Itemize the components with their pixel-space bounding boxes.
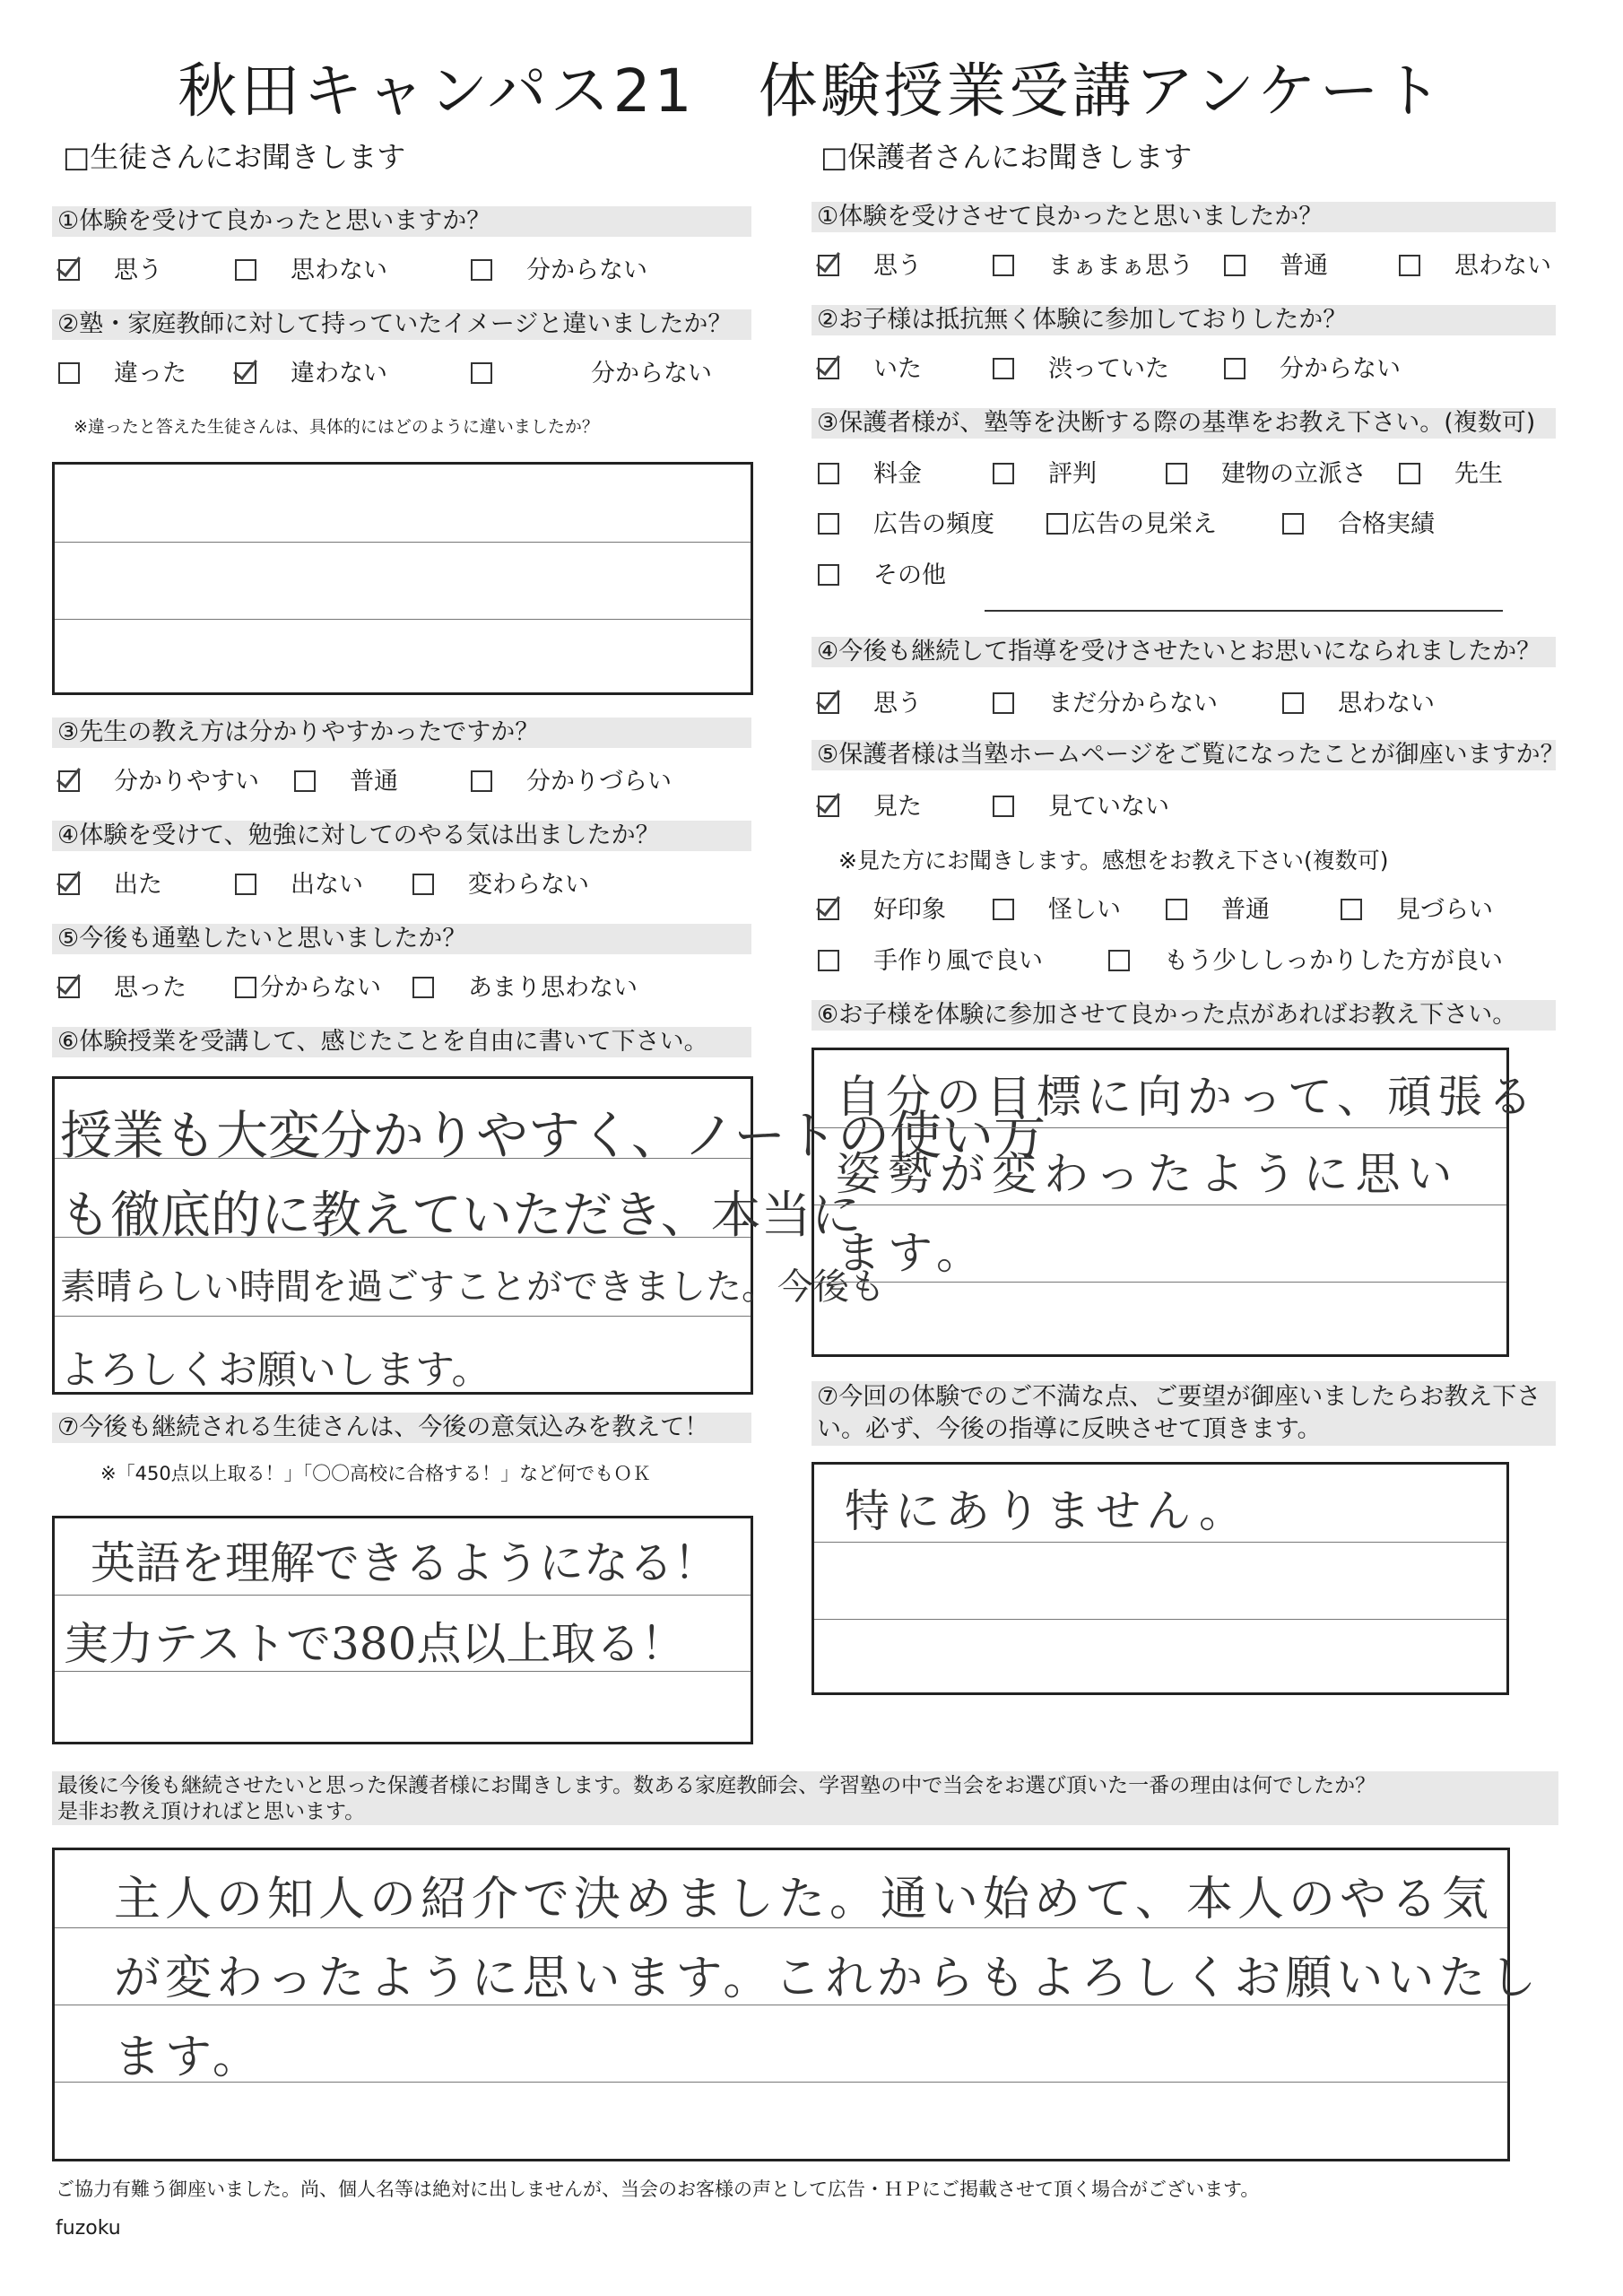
checkbox[interactable] xyxy=(818,255,839,276)
student-q5: ⑤今後も通塾したいと思いましたか？ xyxy=(52,924,751,954)
parent-q3: ③保護者様が、塾等を決断する際の基準をお教え下さい。(複数可) xyxy=(812,408,1556,439)
checkbox[interactable] xyxy=(471,362,492,384)
parent-q5-imp1: 好印象 xyxy=(818,895,946,926)
student-q3-opt1: 分かりやすい xyxy=(58,767,259,797)
student-q4-opt1: 出た xyxy=(58,870,162,900)
parent-q5: ⑤保護者様は当塾ホームページをご覧になったことが御座いますか？ xyxy=(812,740,1556,770)
student-q1: ①体験を受けて良かったと思いますか？ xyxy=(52,206,751,237)
student-q2: ②塾・家庭教師に対して持っていたイメージと違いましたか？ xyxy=(52,309,751,340)
parent-q4-opt2: まだ分からない xyxy=(993,689,1218,719)
parent-q5-note: ※見た方にお聞きします。感想をお教え下さい(複数可) xyxy=(838,848,1389,874)
student-q3-opt3: 分かりづらい xyxy=(471,767,672,797)
footer-tag: fuzoku xyxy=(56,2217,121,2239)
checkbox[interactable] xyxy=(412,874,434,895)
checkbox[interactable] xyxy=(993,899,1014,920)
student-q5-opt3: あまり思わない xyxy=(412,973,638,1004)
parent-q4-opt3: 思わない xyxy=(1282,689,1435,719)
student-q4-opt3: 変わらない xyxy=(412,870,589,900)
handwritten-line: ます。 xyxy=(114,2031,264,2084)
student-q2-answer-box[interactable] xyxy=(52,462,753,695)
checkbox[interactable] xyxy=(1399,255,1420,276)
checkbox[interactable] xyxy=(1224,358,1245,379)
parent-q6: ⑥お子様を体験に参加させて良かった点があればお教え下さい。 xyxy=(812,1000,1556,1031)
student-q3: ③先生の教え方は分かりやすかったですか？ xyxy=(52,718,751,748)
checkbox[interactable] xyxy=(818,692,839,714)
footer-note: ご協力有難う御座いました。尚、個人名等は絶対に出しませんが、当会のお客様の声として広告・ＨＰにご掲載させて頂く場合がございます。 xyxy=(56,2179,1260,2200)
checkbox[interactable] xyxy=(993,796,1014,817)
parent-q5-imp5: 手作り風で良い xyxy=(818,946,1043,977)
parent-q5-opt2: 見ていない xyxy=(993,792,1169,822)
student-q4: ④体験を受けて、勉強に対してのやる気は出ましたか？ xyxy=(52,821,751,851)
student-q7-answer-box[interactable] xyxy=(52,1516,753,1744)
checkbox[interactable] xyxy=(993,463,1014,484)
handwritten-line: よろしくお願いします。 xyxy=(60,1347,491,1393)
checkbox[interactable] xyxy=(1282,513,1304,535)
handwritten-line: 姿勢が変わったように思い xyxy=(836,1148,1460,1200)
parent-q3-opt5: 広告の頻度 xyxy=(818,509,994,540)
checkbox[interactable] xyxy=(235,362,256,384)
handwritten-line: も徹底的に教えていただき、本当に xyxy=(60,1187,862,1245)
parent-q1-opt3: 普通 xyxy=(1224,251,1328,282)
student-q1-opt2: 思わない xyxy=(235,256,387,286)
checkbox[interactable] xyxy=(993,358,1014,379)
checkbox[interactable] xyxy=(818,796,839,817)
parent-heading: □保護者さんにお聞きします xyxy=(820,140,1193,174)
parent-q1-opt2: まぁまぁ思う xyxy=(993,251,1193,282)
checkbox[interactable] xyxy=(818,899,839,920)
checkbox[interactable] xyxy=(58,770,80,792)
student-q6-answer-box[interactable] xyxy=(52,1076,1046,1395)
handwritten-line: 実力テストで380点以上取る！ xyxy=(64,1618,686,1670)
handwritten-line: 特にありません。 xyxy=(845,1485,1249,1537)
final-question-line2: 是非お教え頂ければと思います。 xyxy=(57,1800,366,1823)
parent-q7-answer-box[interactable] xyxy=(812,1462,1509,1695)
checkbox[interactable] xyxy=(993,255,1014,276)
checkbox[interactable] xyxy=(1166,463,1187,484)
parent-q6-answer-box[interactable] xyxy=(812,1048,1538,1357)
parent-q3-opt3: 建物の立派さ xyxy=(1166,459,1367,490)
student-q5-opt1: 思った xyxy=(58,973,187,1004)
checkbox[interactable] xyxy=(235,874,256,895)
checkbox[interactable] xyxy=(1166,899,1187,920)
checkbox[interactable] xyxy=(1108,950,1130,971)
checkbox[interactable] xyxy=(235,977,256,998)
checkbox[interactable] xyxy=(58,259,80,281)
checkbox[interactable] xyxy=(1224,255,1245,276)
student-q2-note: ※違ったと答えた生徒さんは、具体的にはどのように違いましたか？ xyxy=(74,417,599,437)
student-heading: □生徒さんにお聞きします xyxy=(63,140,406,174)
checkbox[interactable] xyxy=(471,259,492,281)
parent-q1: ①体験を受けさせて良かったと思いましたか？ xyxy=(812,202,1556,232)
student-q2-opt3: 分からない xyxy=(471,359,712,389)
student-q3-opt2: 普通 xyxy=(294,767,398,797)
checkbox[interactable] xyxy=(818,513,839,535)
parent-q2-opt1: いた xyxy=(818,354,922,385)
parent-q2-opt3: 分からない xyxy=(1224,354,1401,385)
checkbox[interactable] xyxy=(818,463,839,484)
page-title: 秋田キャンパス21 体験授業受講アンケート xyxy=(178,57,1445,126)
parent-q5-imp4: 見づらい xyxy=(1341,895,1493,926)
student-q7-note: ※「450点以上取る！」「〇〇高校に合格する！」など何でもＯＫ xyxy=(100,1463,652,1484)
student-q2-opt2: 違わない xyxy=(235,359,387,389)
final-answer-box[interactable] xyxy=(52,1848,1541,2161)
parent-q5-opt1: 見た xyxy=(818,792,922,822)
parent-q2-opt2: 渋っていた xyxy=(993,354,1169,385)
student-q1-opt3: 分からない xyxy=(471,256,647,286)
handwritten-line: 素晴らしい時間を過ごすことができました。今後も xyxy=(60,1266,885,1308)
checkbox[interactable] xyxy=(1282,692,1304,714)
handwritten-line: 主人の知人の紹介で決めました。通い始めて、本人のやる気 xyxy=(114,1873,1493,1926)
parent-q4-opt1: 思う xyxy=(818,689,922,719)
parent-q5-imp2: 怪しい xyxy=(993,895,1121,926)
checkbox[interactable] xyxy=(1341,899,1362,920)
checkbox[interactable] xyxy=(235,259,256,281)
student-q7: ⑦今後も継続される生徒さんは、今後の意気込みを教えて！ xyxy=(52,1413,751,1443)
parent-q3-opt7: 合格実績 xyxy=(1282,509,1435,540)
parent-q1-opt4: 思わない xyxy=(1399,251,1551,282)
parent-q2: ②お子様は抵抗無く体験に参加しておりしたか？ xyxy=(812,305,1556,335)
other-line xyxy=(985,610,1503,612)
parent-q3-opt8: その他 xyxy=(818,561,946,591)
checkbox[interactable] xyxy=(294,770,316,792)
checkbox[interactable] xyxy=(818,950,839,971)
checkbox[interactable] xyxy=(412,977,434,998)
handwritten-line: が変わったように思います。これからもよろしくお願いいたし xyxy=(114,1952,1541,2005)
student-q6: ⑥体験授業を受講して、感じたことを自由に書いて下さい。 xyxy=(52,1027,751,1057)
checkbox[interactable] xyxy=(818,358,839,379)
parent-q5-imp6: もう少ししっかりした方が良い xyxy=(1108,946,1503,977)
handwritten-line: ます。 xyxy=(836,1227,988,1279)
handwritten-line: 授業も大変分かりやすく、ノートの使い方 xyxy=(60,1105,1046,1166)
parent-q3-opt4: 先生 xyxy=(1399,459,1503,490)
parent-q3-opt6: 広告の見栄え xyxy=(1046,509,1217,540)
checkbox[interactable] xyxy=(58,874,80,895)
student-q2-opt1: 違った xyxy=(58,359,187,389)
checkbox[interactable] xyxy=(993,692,1014,714)
handwritten-line: 自分の目標に向かって、頑張る xyxy=(836,1071,1538,1123)
parent-q3-opt1: 料金 xyxy=(818,459,922,490)
final-question-line1: 最後に今後も継続させたいと思った保護者様にお聞きします。数ある家庭教師会、学習塾の中で当会をお選び頂いた一番の理由は何でしたか？ xyxy=(57,1774,1376,1797)
student-q5-opt2: 分からない xyxy=(235,973,381,1004)
checkbox[interactable] xyxy=(58,362,80,384)
checkbox[interactable] xyxy=(471,770,492,792)
parent-q5-imp3: 普通 xyxy=(1166,895,1270,926)
parent-q1-opt1: 思う xyxy=(818,251,922,282)
parent-q3-opt2: 評判 xyxy=(993,459,1097,490)
parent-q7-line2: い。必ず、今後の指導に反映させて頂きます。 xyxy=(817,1415,1322,1443)
student-q4-opt2: 出ない xyxy=(235,870,363,900)
checkbox[interactable] xyxy=(1046,513,1068,535)
parent-q4: ④今後も継続して指導を受けさせたいとお思いになられましたか？ xyxy=(812,637,1556,667)
checkbox[interactable] xyxy=(1399,463,1420,484)
student-q1-opt1: 思う xyxy=(58,256,162,286)
parent-q7-line1: ⑦今回の体験でのご不満な点、ご要望が御座いましたらお教え下さ xyxy=(817,1383,1541,1411)
checkbox[interactable] xyxy=(58,977,80,998)
checkbox[interactable] xyxy=(818,564,839,586)
handwritten-line: 英語を理解できるようになる！ xyxy=(91,1537,718,1589)
